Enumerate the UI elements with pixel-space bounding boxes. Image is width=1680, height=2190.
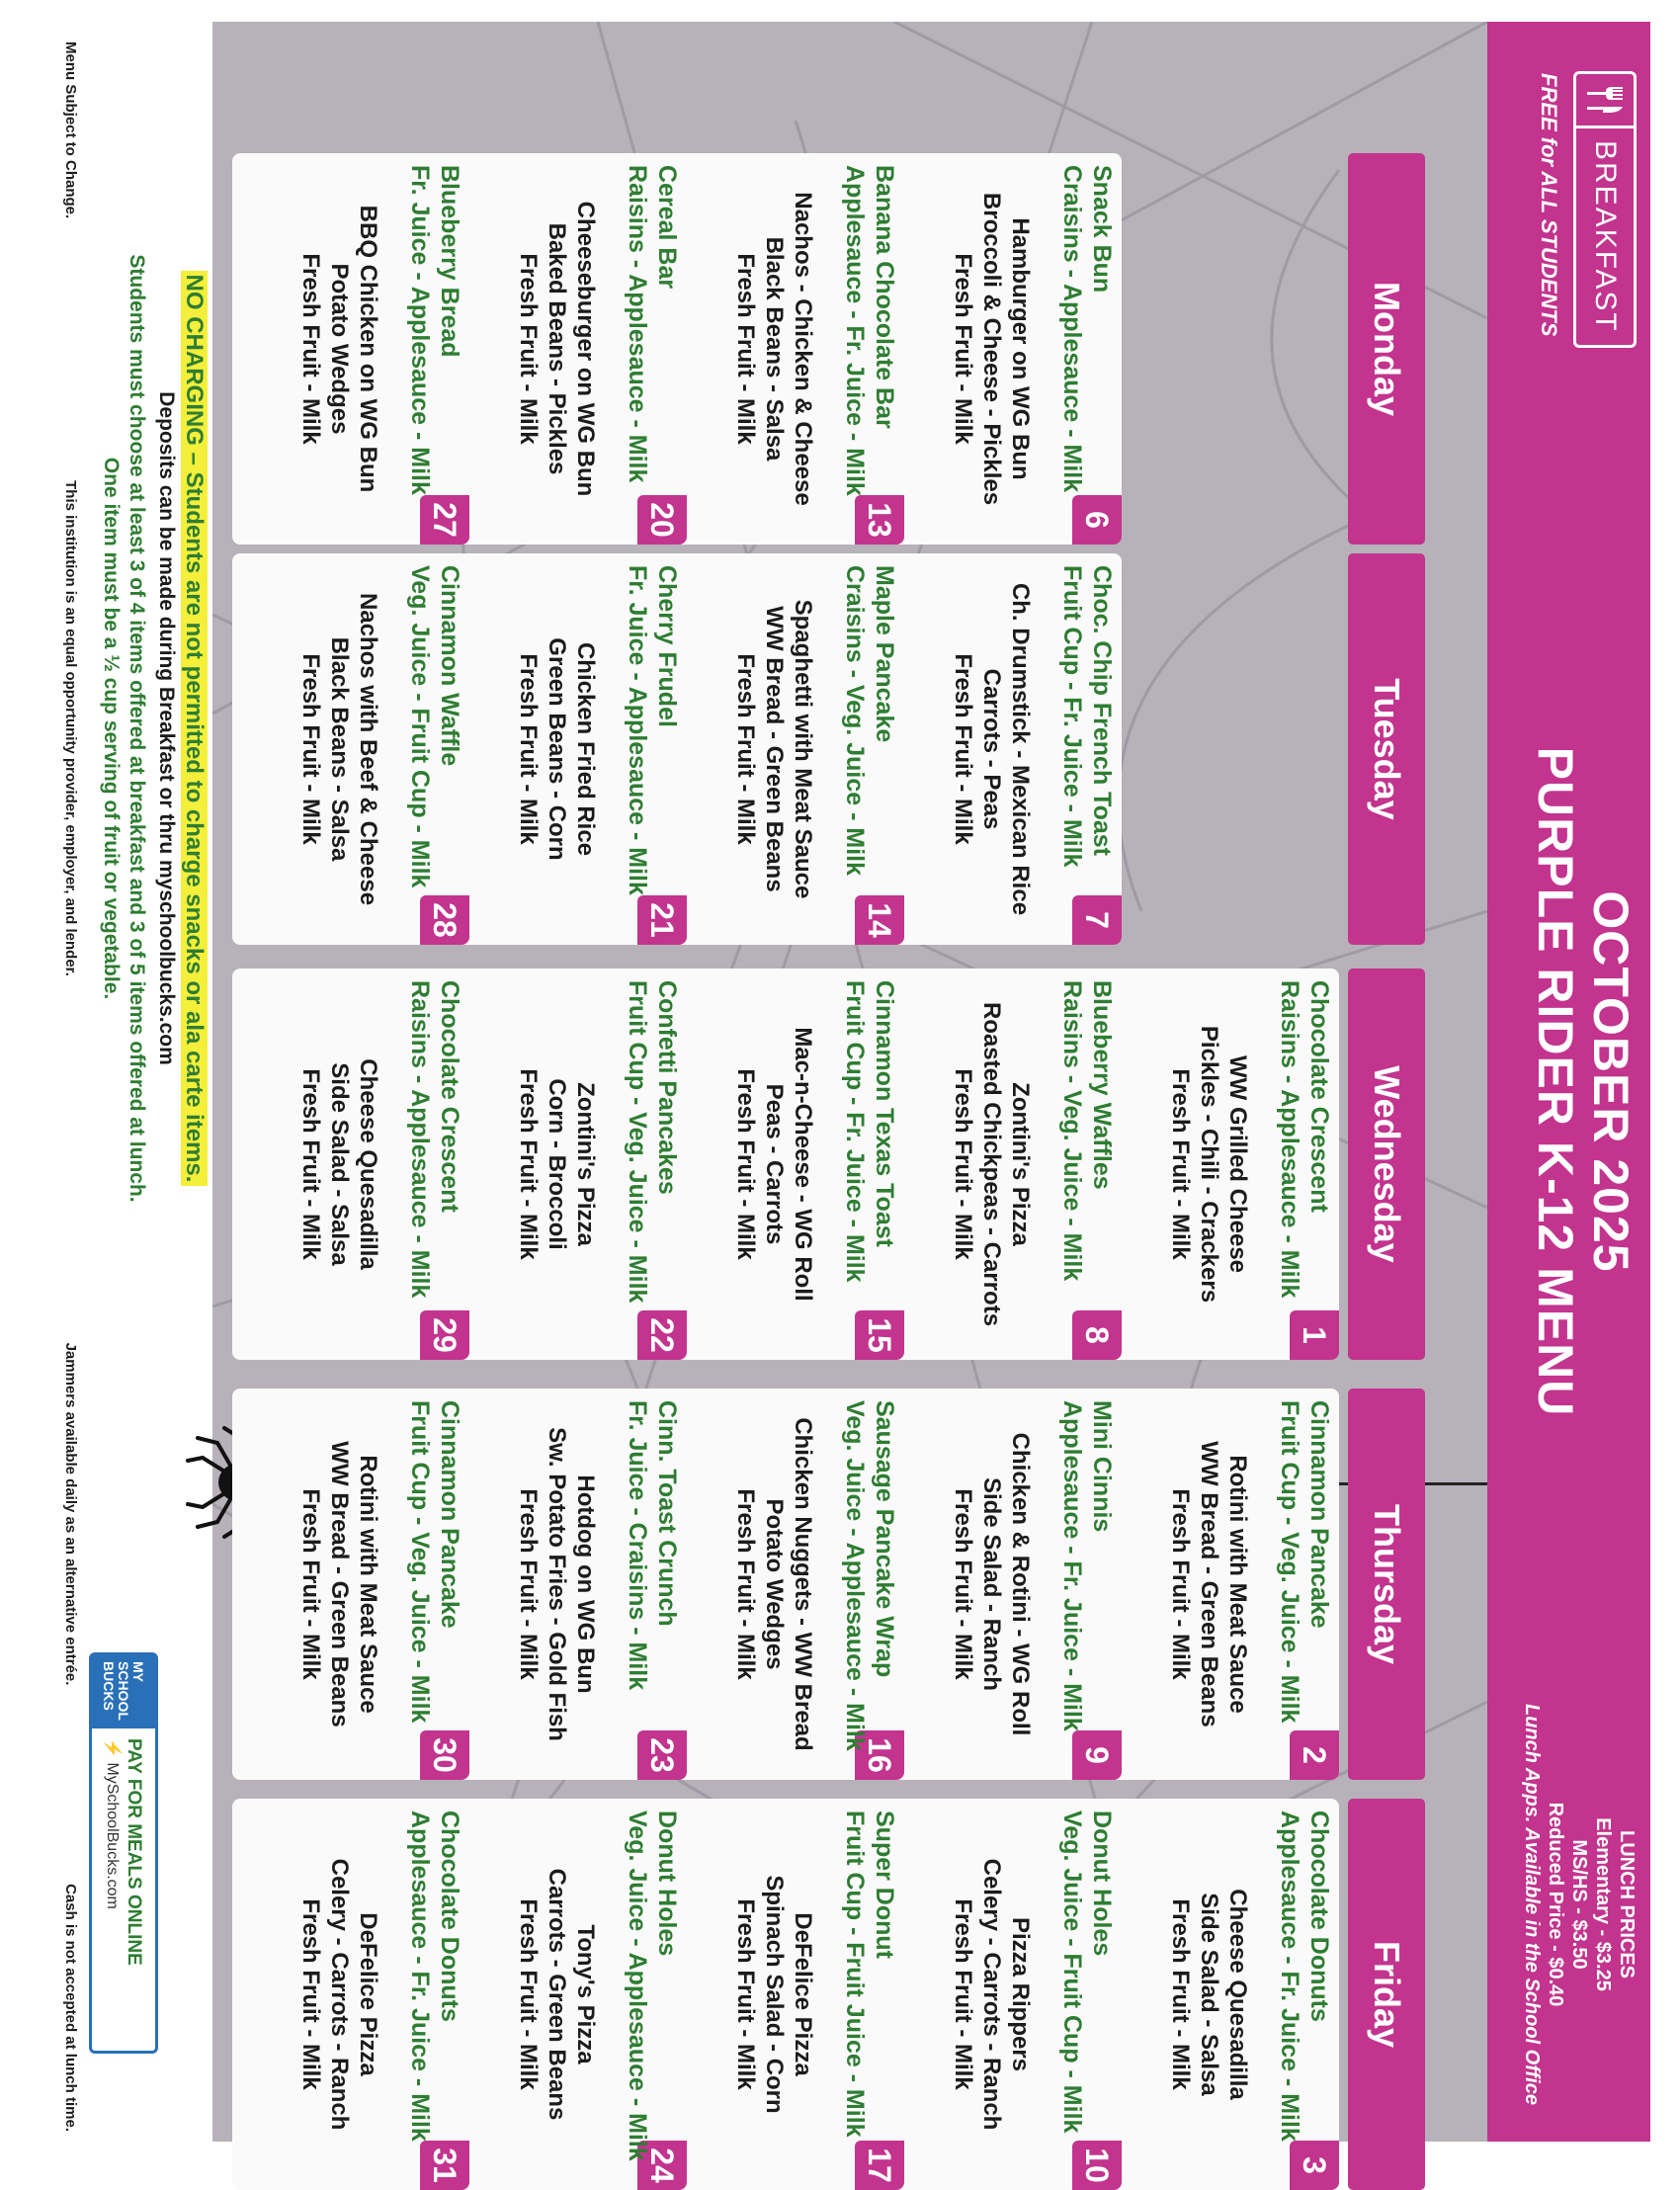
lunch-items <box>296 1799 382 2190</box>
day-cell <box>232 153 469 545</box>
lunch-line: Fresh Fruit - Milk <box>297 1488 324 1680</box>
lunch-items <box>949 969 1035 1360</box>
lunch-line: WW Grilled Cheese <box>1224 1054 1251 1274</box>
lunch-line: Fresh Fruit - Milk <box>950 253 976 445</box>
lunch-line: Rotini with Meat Sauce <box>1224 1455 1251 1714</box>
day-cell <box>667 1799 904 2190</box>
breakfast-item: Snack Bun <box>1088 165 1116 294</box>
lunch-line: Celery - Carrots - Ranch <box>326 1858 353 2131</box>
header-band <box>1487 22 1650 2142</box>
date-number: 28 <box>420 895 469 945</box>
lunch-line: Fresh Fruit - Milk <box>732 1488 759 1680</box>
breakfast-label: BREAKFAST <box>1589 140 1622 333</box>
breakfast-sides: Craisins - Veg. Juice - Milk <box>841 565 869 877</box>
breakfast-sides: Raisins - Applesauce - Milk <box>406 980 434 1299</box>
day-header-thursday: Thursday <box>1348 1389 1425 1780</box>
breakfast-item: Mini Cinnis <box>1088 1400 1116 1533</box>
breakfast-free-note: FREE for ALL STUDENTS <box>1537 73 1561 337</box>
lunch-line: Carrots - Peas <box>978 668 1005 830</box>
lunch-items <box>731 153 817 545</box>
day-cell <box>450 1389 687 1780</box>
day-header-tuesday: Tuesday <box>1348 553 1425 945</box>
day-cell <box>667 1389 904 1780</box>
lunch-line: Chicken Fried Rice <box>572 641 599 857</box>
lunch-line: Side Salad - Salsa <box>326 1062 353 1266</box>
date-number: 24 <box>637 2141 687 2190</box>
lunch-line: WW Bread - Green Beans <box>1196 1441 1222 1727</box>
lunch-items <box>1166 969 1252 1360</box>
lunch-line: Fresh Fruit - Milk <box>732 1068 759 1260</box>
msb-url[interactable] <box>103 1738 123 2051</box>
breakfast-item: Cinnamon Pancake <box>1305 1400 1333 1629</box>
breakfast-sides: Fr. Juice - Applesauce - Milk <box>406 165 434 495</box>
lunch-line: Nachos with Beef & Cheese <box>355 592 381 906</box>
equal-opportunity-note: This institution is an equal opportunity provider, employer, and lender. <box>62 480 79 976</box>
date-number: 21 <box>637 895 687 945</box>
lunch-line: Peas - Carrots <box>761 1083 788 1245</box>
lunch-line: Potato Wedges <box>761 1498 788 1670</box>
lunch-items <box>949 1389 1035 1780</box>
date-number: 13 <box>855 495 904 545</box>
breakfast-item: Choc. Chip French Toast <box>1088 565 1116 856</box>
lunch-line: WW Bread - Green Beans <box>326 1441 353 1727</box>
day-cell <box>884 1389 1122 1780</box>
day-header-friday: Friday <box>1348 1799 1425 2190</box>
breakfast-item: Cherry Frudel <box>653 565 681 727</box>
lunch-prices <box>1520 1697 1638 2112</box>
day-cell <box>1102 1799 1339 2190</box>
day-cell <box>1102 1389 1339 1780</box>
lunch-line: Fresh Fruit - Milk <box>515 253 542 445</box>
breakfast-sides: Raisins - Applesauce - Milk <box>624 165 651 483</box>
breakfast-item: Blueberry Bread <box>436 165 463 358</box>
lunch-line: Fresh Fruit - Milk <box>297 653 324 845</box>
lunch-line: Baked Beans - Pickles <box>544 222 570 475</box>
title-menu-name: PURPLE RIDER K-12 MENU <box>1528 746 1583 1417</box>
date-number: 3 <box>1290 2141 1339 2190</box>
date-number: 15 <box>855 1310 904 1360</box>
lunch-line: Fresh Fruit - Milk <box>515 1898 542 2090</box>
date-number: 20 <box>637 495 687 545</box>
day-header-wednesday: Wednesday <box>1348 969 1425 1360</box>
lunch-line: Fresh Fruit - Milk <box>515 1068 542 1260</box>
lunch-line: Fresh Fruit - Milk <box>297 1898 324 2090</box>
lunch-line: Spaghetti with Meat Sauce <box>790 599 816 899</box>
date-number: 30 <box>420 1730 469 1780</box>
day-cell <box>667 153 904 545</box>
lunch-items <box>514 1799 600 2190</box>
date-number: 9 <box>1072 1730 1122 1780</box>
lunch-items <box>1166 1799 1252 2190</box>
lunch-line: Cheeseburger on WG Bun <box>572 201 599 497</box>
date-number: 6 <box>1072 495 1122 545</box>
breakfast-sides: Veg. Juice - Applesauce - Milk <box>624 1811 651 2161</box>
breakfast-sides: Fruit Cup - Veg. Juice - Milk <box>406 1400 434 1724</box>
breakfast-item: Sausage Pancake Wrap <box>871 1400 898 1678</box>
day-cell <box>450 969 687 1360</box>
jammers-note: Jammers available daily as an alternative entrée. <box>62 1342 79 1686</box>
fruit-veg-rule: One item must be a ½ cup serving of fruit or vegetable. <box>100 457 123 1000</box>
date-number: 23 <box>637 1730 687 1780</box>
breakfast-item: Donut Holes <box>653 1811 681 1957</box>
no-charging-notice <box>180 22 208 1435</box>
day-cell <box>884 553 1122 945</box>
lunch-line: Black Beans - Salsa <box>326 636 353 862</box>
lunch-line: Spinach Salad - Corn <box>761 1875 788 2114</box>
breakfast-sides: Veg. Juice - Applesauce - Milk <box>841 1400 869 1751</box>
breakfast-item: Donut Holes <box>1088 1811 1116 1957</box>
breakfast-item: Chocolate Crescent <box>436 980 463 1213</box>
day-cell <box>450 553 687 945</box>
breakfast-sides: Veg. Juice - Fruit Cup - Milk <box>406 565 434 888</box>
lunch-price-mshs: MS/HS - $3.50 <box>1568 1839 1590 1970</box>
breakfast-sides: Raisins - Applesauce - Milk <box>1276 980 1303 1299</box>
breakfast-sides: Applesauce - Fr. Juice - Milk <box>841 165 869 496</box>
lunch-line: Fresh Fruit - Milk <box>1167 1898 1194 2090</box>
lunch-line: Carrots - Green Beans <box>544 1868 570 2121</box>
lunch-items <box>731 969 817 1360</box>
lunch-line: Cheese Quesadilla <box>1224 1889 1251 2100</box>
lunch-line: Fresh Fruit - Milk <box>732 653 759 845</box>
lunch-items <box>296 553 382 945</box>
day-cell <box>667 969 904 1360</box>
breakfast-sides: Raisins - Veg. Juice - Milk <box>1058 980 1086 1282</box>
day-cell <box>1102 969 1339 1360</box>
breakfast-sides: Craisins - Applesauce - Milk <box>1058 165 1086 493</box>
lunch-line: DeFelice Pizza <box>355 1912 381 2076</box>
date-number: 27 <box>420 495 469 545</box>
lunch-line: Cheese Quesadilla <box>355 1058 381 1270</box>
myschoolbucks-logo <box>92 1655 155 1728</box>
deposits-note: Deposits can be made during Breakfast or thru myschoolbucks.com <box>155 391 178 1065</box>
lunch-apps-note: Lunch Apps. Available in the School Office <box>1521 1704 1543 2105</box>
day-cell <box>232 1799 469 2190</box>
lunch-items <box>1166 1389 1252 1780</box>
lunch-line: Roasted Chickpeas - Carrots <box>978 1001 1005 1327</box>
lunch-line: Tony's Pizza <box>572 1924 599 2064</box>
lunch-items <box>296 153 382 545</box>
lunch-items <box>514 153 600 545</box>
msb-logo-line-2: SCHOOL <box>116 1661 132 1721</box>
msb-text <box>92 1728 155 2051</box>
breakfast-sides: Fruit Cup - Fr. Juice - Milk <box>841 980 869 1283</box>
lunch-line: Celery - Carrots - Ranch <box>978 1858 1005 2131</box>
lunch-items <box>949 1799 1035 2190</box>
date-number: 10 <box>1072 2141 1122 2190</box>
lunch-line: Chicken & Rotini - WG Roll <box>1007 1432 1034 1736</box>
breakfast-item: Cinnamon Texas Toast <box>871 980 898 1247</box>
breakfast-sides: Veg. Juice - Fruit Cup - Milk <box>1058 1811 1086 2134</box>
lunch-line: Hotdog on WG Bun <box>572 1474 599 1694</box>
breakfast-item: Cinnamon Waffle <box>436 565 463 767</box>
day-cell <box>232 1389 469 1780</box>
date-number: 17 <box>855 2141 904 2190</box>
date-number: 31 <box>420 2141 469 2190</box>
breakfast-item: Chocolate Donuts <box>1305 1811 1333 2022</box>
day-cell <box>667 553 904 945</box>
day-cell <box>450 1799 687 2190</box>
day-header-monday: Monday <box>1348 153 1425 545</box>
lunch-items <box>514 969 600 1360</box>
lunch-line: Pizza Rippers <box>1007 1916 1034 2072</box>
lunch-items <box>296 1389 382 1780</box>
day-cell <box>884 969 1122 1360</box>
breakfast-item: Blueberry Waffles <box>1088 980 1116 1190</box>
breakfast-sides: Applesauce - Fr. Juice - Milk <box>1276 1811 1303 2142</box>
date-number: 16 <box>855 1730 904 1780</box>
lunch-line: Ch. Drumstick - Mexican Rice <box>1007 582 1034 916</box>
lunch-items <box>731 1389 817 1780</box>
lunch-line: Fresh Fruit - Milk <box>1167 1488 1194 1680</box>
lunch-line: Rotini with Meat Sauce <box>355 1455 381 1714</box>
msb-logo-line-1: MY <box>130 1661 147 1682</box>
breakfast-sides: Fruit Cup - Veg. Juice - Milk <box>1276 1400 1303 1724</box>
day-cell <box>232 553 469 945</box>
footer <box>10 22 208 2142</box>
breakfast-item: Maple Pancake <box>871 565 898 743</box>
breakfast-item: Banana Chocolate Bar <box>871 165 898 429</box>
breakfast-item: Chocolate Crescent <box>1305 980 1333 1213</box>
lunch-line: Fresh Fruit - Milk <box>515 653 542 845</box>
date-number: 22 <box>637 1310 687 1360</box>
no-charging-text: NO CHARGING – Students are not permitted to charge snacks or ala carte items. <box>181 271 208 1187</box>
lunch-line: Fresh Fruit - Milk <box>297 253 324 445</box>
lunch-line: Side Salad - Salsa <box>1196 1893 1222 2096</box>
lunch-price-reduced: Reduced Price - $0.40 <box>1545 1802 1566 2007</box>
menu-subject-note: Menu Subject to Change. <box>62 42 79 219</box>
breakfast-item: Cinn. Toast Crunch <box>653 1400 681 1627</box>
lunch-line: Nachos - Chicken & Cheese <box>790 192 816 506</box>
lightning-icon: ⚡ <box>104 1738 121 1758</box>
lunch-items <box>731 1799 817 2190</box>
date-number: 14 <box>855 895 904 945</box>
lunch-line: Broccoli & Cheese - Pickles <box>978 192 1005 506</box>
title-month: OCTOBER 2025 <box>1583 890 1638 1273</box>
day-cell <box>884 1799 1122 2190</box>
lunch-line: Chicken Nuggets - WW Bread <box>790 1417 816 1751</box>
breakfast-item: Super Donut <box>871 1811 898 1959</box>
date-number: 2 <box>1290 1730 1339 1780</box>
choose-items-rule: Students must choose at least 3 of 4 items offered at breakfast and 3 of 5 items offered at lunch. <box>126 254 148 1203</box>
lunch-line: Fresh Fruit - Milk <box>950 1898 976 2090</box>
day-cell <box>232 969 469 1360</box>
lunch-line: Corn - Broccoli <box>544 1078 570 1250</box>
breakfast-sides: Fruit Cup - Veg. Juice - Milk <box>624 980 651 1304</box>
lunch-line: Zontini's Pizza <box>1007 1082 1034 1246</box>
lunch-line: Fresh Fruit - Milk <box>297 1068 324 1260</box>
myschoolbucks-banner[interactable] <box>89 1652 158 2054</box>
lunch-line: Hamburger on WG Bun <box>1007 217 1034 480</box>
date-number: 8 <box>1072 1310 1122 1360</box>
lunch-line: Fresh Fruit - Milk <box>732 1898 759 2090</box>
lunch-line: Fresh Fruit - Milk <box>515 1488 542 1680</box>
lunch-line: Fresh Fruit - Milk <box>950 653 976 845</box>
lunch-items <box>514 1389 600 1780</box>
breakfast-sides: Applesauce - Fr. Juice - Milk <box>1058 1400 1086 1731</box>
lunch-line: WW Bread - Green Beans <box>761 606 788 892</box>
date-number: 29 <box>420 1310 469 1360</box>
lunch-line: BBQ Chicken on WG Bun <box>355 205 381 493</box>
lunch-line: Zontini's Pizza <box>572 1082 599 1246</box>
day-cell <box>450 153 687 545</box>
cash-note: Cash is not accepted at lunch time. <box>62 1884 79 2132</box>
lunch-line: Black Beans - Salsa <box>761 236 788 462</box>
breakfast-sides: Fr. Juice - Craisins - Milk <box>624 1400 651 1691</box>
msb-logo-line-3: BUCKS <box>101 1661 118 1711</box>
lunch-line: Fresh Fruit - Milk <box>950 1068 976 1260</box>
lunch-items <box>949 553 1035 945</box>
lunch-line: Fresh Fruit - Milk <box>1167 1068 1194 1260</box>
breakfast-sides: Applesauce - Fr. Juice - Milk <box>406 1811 434 2142</box>
breakfast-item: Chocolate Donuts <box>436 1811 463 2022</box>
breakfast-sides: Fruit Cup - Fruit Juice - Milk <box>841 1811 869 2138</box>
breakfast-item: Cinnamon Pancake <box>436 1400 463 1629</box>
lunch-line: Fresh Fruit - Milk <box>732 253 759 445</box>
lunch-line: DeFelice Pizza <box>790 1912 816 2076</box>
lunch-items <box>731 553 817 945</box>
lunch-line: Mac-n-Cheese - WG Roll <box>790 1027 816 1302</box>
lunch-line: Fresh Fruit - Milk <box>950 1488 976 1680</box>
lunch-price-elementary: Elementary - $3.25 <box>1592 1817 1614 1991</box>
lunch-items <box>949 153 1035 545</box>
breakfast-sides: Fruit Cup - Fr. Juice - Milk <box>1058 565 1086 868</box>
msb-url-text: MySchoolBucks.com <box>104 1762 121 1909</box>
date-number: 7 <box>1072 895 1122 945</box>
lunch-line: Pickles - Chili - Crackers <box>1196 1025 1222 1304</box>
breakfast-item: Confetti Pancakes <box>653 980 681 1195</box>
lunch-line: Green Beans - Corn <box>544 637 570 861</box>
date-number: 1 <box>1290 1310 1339 1360</box>
lunch-line: Sw. Potato Fries - Gold Fish <box>544 1427 570 1741</box>
day-cell <box>884 153 1122 545</box>
lunch-line: Side Salad - Ranch <box>978 1476 1005 1692</box>
lunch-items <box>296 969 382 1360</box>
lunch-items <box>514 553 600 945</box>
lunch-line: Potato Wedges <box>326 263 353 435</box>
pay-online-label: PAY FOR MEALS ONLINE <box>124 1738 144 1966</box>
lunch-prices-title: LUNCH PRICES <box>1616 1829 1638 1979</box>
breakfast-sides: Fr. Juice - Applesauce - Milk <box>624 565 651 895</box>
breakfast-item: Cereal Bar <box>653 165 681 290</box>
